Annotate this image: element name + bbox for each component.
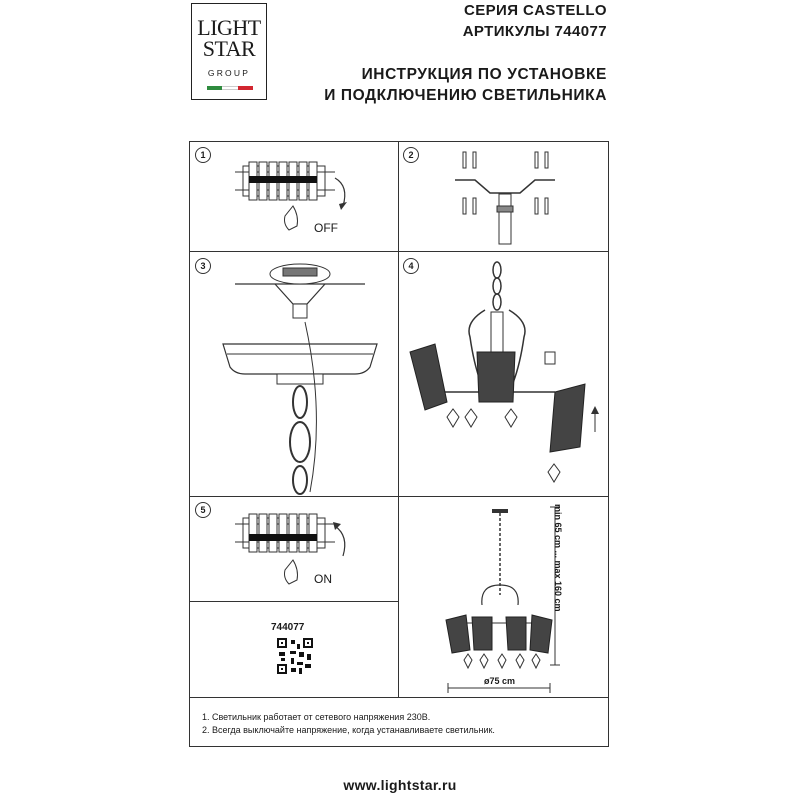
- chandelier-assembly-illustration: [405, 262, 605, 494]
- breaker-panel-on-illustration: [235, 510, 365, 590]
- logo-line-group: GROUP: [207, 68, 251, 78]
- italian-flag-stripe: [207, 86, 253, 90]
- series-title: СЕРИЯ CASTELLO: [463, 2, 607, 19]
- breaker-panel-off-illustration: [235, 158, 365, 238]
- grid-divider-row2: [189, 496, 609, 497]
- website-link[interactable]: www.lightstar.ru: [343, 777, 457, 793]
- grid-divider-row3: [189, 601, 399, 602]
- grid-divider-vertical: [398, 141, 399, 698]
- step-number-3: 3: [195, 258, 211, 274]
- instruction-title-line2: И ПОДКЛЮЧЕНИЮ СВЕТИЛЬНИКА: [324, 87, 607, 104]
- brand-logo: [191, 3, 267, 100]
- step5-on-label: ON: [314, 572, 332, 586]
- notes-box: [189, 698, 609, 747]
- mounting-bracket-illustration: [445, 148, 575, 248]
- note-1: 1. Светильник работает от сетевого напряжения 230В.: [202, 712, 431, 722]
- diameter-dimension-label: ø75 cm: [484, 676, 516, 686]
- height-dimension-label: min 65 cm ... max 160 cm: [553, 504, 563, 612]
- step1-off-label: OFF: [314, 221, 338, 235]
- logo-line-light: LIGHT: [197, 15, 261, 40]
- instruction-title-line1: ИНСТРУКЦИЯ ПО УСТАНОВКЕ: [361, 66, 607, 83]
- note-2: 2. Всегда выключайте напряжение, когда устанавливаете светильник.: [202, 725, 495, 735]
- step-number-1: 1: [195, 147, 211, 163]
- chandelier-final-illustration: [440, 505, 570, 695]
- logo-line-star: STAR: [202, 36, 256, 61]
- qr-code: [277, 638, 313, 674]
- article-numbers: АРТИКУЛЫ 744077: [462, 23, 607, 40]
- article-code: 744077: [271, 622, 305, 633]
- step-number-4: 4: [403, 258, 419, 274]
- grid-divider-row1: [189, 251, 609, 252]
- step-number-2: 2: [403, 147, 419, 163]
- step-number-5: 5: [195, 502, 211, 518]
- canopy-chain-illustration: [215, 262, 385, 494]
